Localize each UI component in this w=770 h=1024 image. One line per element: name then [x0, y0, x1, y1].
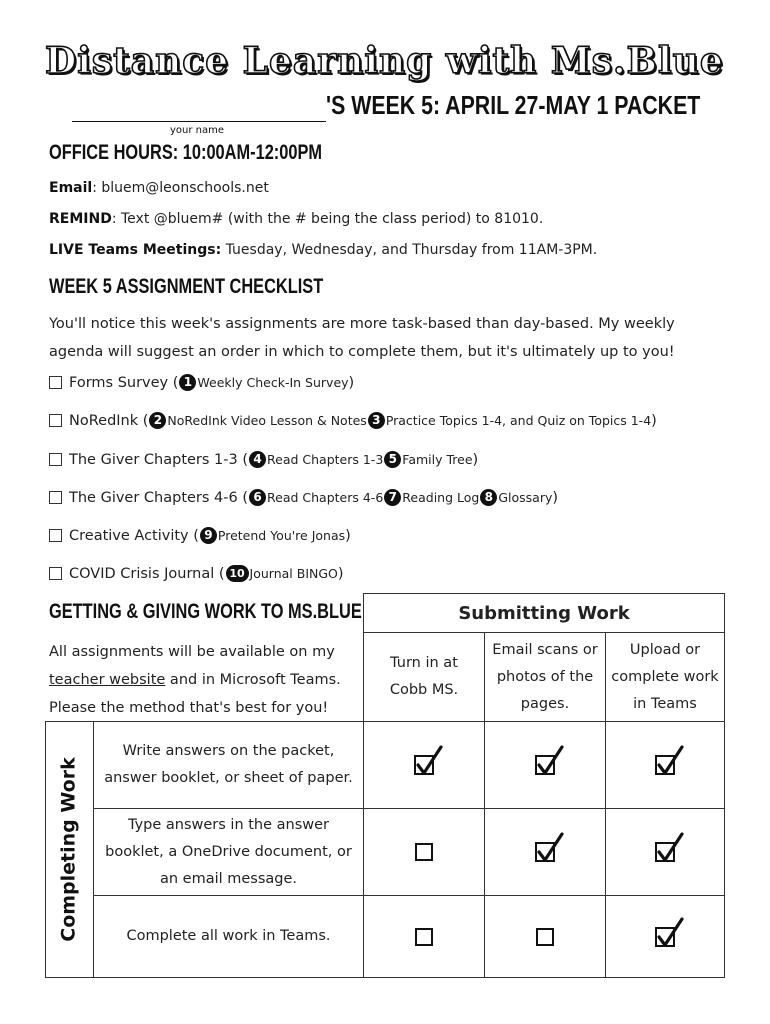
- checklist-intro: You'll notice this week's assignments are more task-based than day-based. My weekly agenda will suggest an order in which to complete them, but it's ultimately up to you!: [49, 316, 675, 360]
- checked-box-icon: [655, 927, 675, 947]
- checklist-item: [49, 374, 354, 391]
- email-value: : bluem@leonschools.net: [92, 180, 269, 196]
- checkbox-icon[interactable]: [49, 376, 62, 389]
- check-cell: [484, 895, 606, 978]
- checklist-heading: WEEK 5 ASSIGNMENT CHECKLIST: [49, 275, 324, 298]
- paren-open: (: [168, 374, 179, 391]
- checkbox-icon[interactable]: [49, 491, 62, 504]
- week-title: 'S WEEK 5: APRIL 27-MAY 1 PACKET: [326, 90, 701, 120]
- checked-box-icon: [535, 842, 555, 862]
- paren-close: ): [337, 565, 344, 582]
- check-cell: [363, 721, 485, 809]
- step-number-badge: 10: [226, 565, 249, 582]
- step-number-badge: 9: [200, 527, 217, 544]
- paren-open: (: [237, 451, 249, 468]
- paren-close: ): [348, 374, 355, 391]
- check-cell: [605, 721, 725, 809]
- checked-box-icon: [535, 755, 555, 775]
- remind-line: [49, 211, 543, 227]
- email-line: [49, 180, 269, 196]
- checkbox-icon[interactable]: [49, 453, 62, 466]
- step-label: Weekly Check-In Survey: [197, 375, 349, 390]
- step-number-badge: 1: [179, 374, 196, 391]
- step-number-badge: 2: [149, 412, 166, 429]
- remind-label: REMIND: [49, 211, 112, 227]
- step-number-badge: 7: [384, 489, 401, 506]
- getting-heading: GETTING & GIVING WORK TO MS.BLUE: [49, 600, 362, 623]
- step-label: Family Tree: [402, 452, 473, 467]
- step-label: Reading Log: [402, 490, 480, 505]
- checklist-item-name: Creative Activity: [69, 527, 189, 544]
- completing-work-header: [45, 721, 94, 978]
- live-line: [49, 242, 597, 258]
- check-cell: [484, 721, 606, 809]
- empty-box-icon: [536, 928, 554, 946]
- row-label: Write answers on the packet, answer booklet, or sheet of paper.: [104, 743, 353, 786]
- paren-open: (: [188, 527, 199, 544]
- check-cell: [363, 808, 485, 896]
- remind-value: : Text @bluem# (with the # being the class period) to 81010.: [111, 211, 544, 227]
- submitting-work-label: Submitting Work: [458, 602, 630, 624]
- completing-work-label: Completing Work: [58, 757, 81, 942]
- checklist-item-name: Forms Survey: [69, 374, 169, 391]
- paren-close: ): [651, 412, 657, 429]
- column-label-turn-in: Turn in at Cobb MS.: [389, 655, 459, 698]
- paren-open: (: [237, 489, 249, 506]
- teacher-website-link[interactable]: teacher website: [49, 672, 166, 688]
- getting-text-after: and in Microsoft Teams. Please the method that's best for you!: [49, 672, 341, 716]
- checklist-item: [49, 527, 351, 544]
- row-label-cell: [93, 721, 364, 809]
- submitting-work-header: [363, 593, 725, 633]
- checklist-item: [49, 451, 478, 468]
- check-cell: [605, 808, 725, 896]
- checklist-item: [49, 489, 558, 506]
- column-label-email: Email scans or photos of the pages.: [492, 641, 598, 712]
- row-label-cell: [93, 895, 364, 978]
- checkbox-icon[interactable]: [49, 567, 62, 580]
- step-label: Glossary: [498, 490, 553, 505]
- page-title: Distance Learning with Ms.Blue: [45, 40, 724, 82]
- row-label: Complete all work in Teams.: [126, 928, 331, 944]
- email-label: Email: [49, 180, 93, 196]
- checked-box-icon: [414, 755, 434, 775]
- column-header-email: [484, 632, 606, 722]
- row-label: Type answers in the answer booklet, a OneDrive document, or an email message.: [105, 816, 352, 887]
- live-value: Tuesday, Wednesday, and Thursday from 11AM-3PM.: [221, 242, 598, 258]
- checkbox-icon[interactable]: [49, 529, 62, 542]
- step-label: Read Chapters 4-6: [267, 490, 384, 505]
- paren-close: ): [472, 451, 479, 468]
- step-label: Read Chapters 1-3: [267, 452, 384, 467]
- name-caption: your name: [170, 125, 225, 136]
- getting-text-before: All assignments will be available on my: [49, 644, 335, 660]
- checklist-item-name: COVID Crisis Journal: [69, 565, 215, 582]
- checklist-item-name: The Giver Chapters 4-6: [69, 489, 238, 506]
- check-cell: [363, 895, 485, 978]
- step-number-badge: 6: [249, 489, 266, 506]
- step-label: Pretend You're Jonas: [217, 528, 346, 543]
- checklist-item: [49, 565, 344, 582]
- paren-open: (: [138, 412, 149, 429]
- checked-box-icon: [655, 842, 675, 862]
- step-label: Journal BINGO: [249, 566, 338, 581]
- paren-close: ): [345, 527, 351, 544]
- column-header-upload: [605, 632, 725, 722]
- checked-box-icon: [655, 755, 675, 775]
- step-number-badge: 5: [384, 451, 401, 468]
- getting-paragraph: [49, 638, 359, 722]
- live-label: LIVE Teams Meetings:: [49, 242, 222, 258]
- paren-open: (: [214, 565, 225, 582]
- step-number-badge: 4: [249, 451, 266, 468]
- column-header-turn-in: [363, 632, 485, 722]
- step-number-badge: 8: [480, 489, 497, 506]
- checklist-item: [49, 412, 657, 429]
- paren-close: ): [552, 489, 559, 506]
- column-label-upload: Upload or complete work in Teams: [611, 641, 719, 712]
- name-line: [72, 121, 326, 122]
- step-number-badge: 3: [368, 412, 385, 429]
- step-label: NoRedInk Video Lesson & Notes: [167, 413, 367, 428]
- empty-box-icon: [415, 928, 433, 946]
- checklist-item-name: NoRedInk: [69, 412, 139, 429]
- checklist-item-name: The Giver Chapters 1-3: [69, 451, 238, 468]
- empty-box-icon: [415, 843, 433, 861]
- check-cell: [605, 895, 725, 978]
- office-hours-heading: OFFICE HOURS: 10:00AM-12:00PM: [49, 141, 323, 164]
- check-cell: [484, 808, 606, 896]
- row-label-cell: [93, 808, 364, 896]
- step-label: Practice Topics 1-4, and Quiz on Topics 1-4: [385, 413, 652, 428]
- checkbox-icon[interactable]: [49, 414, 62, 427]
